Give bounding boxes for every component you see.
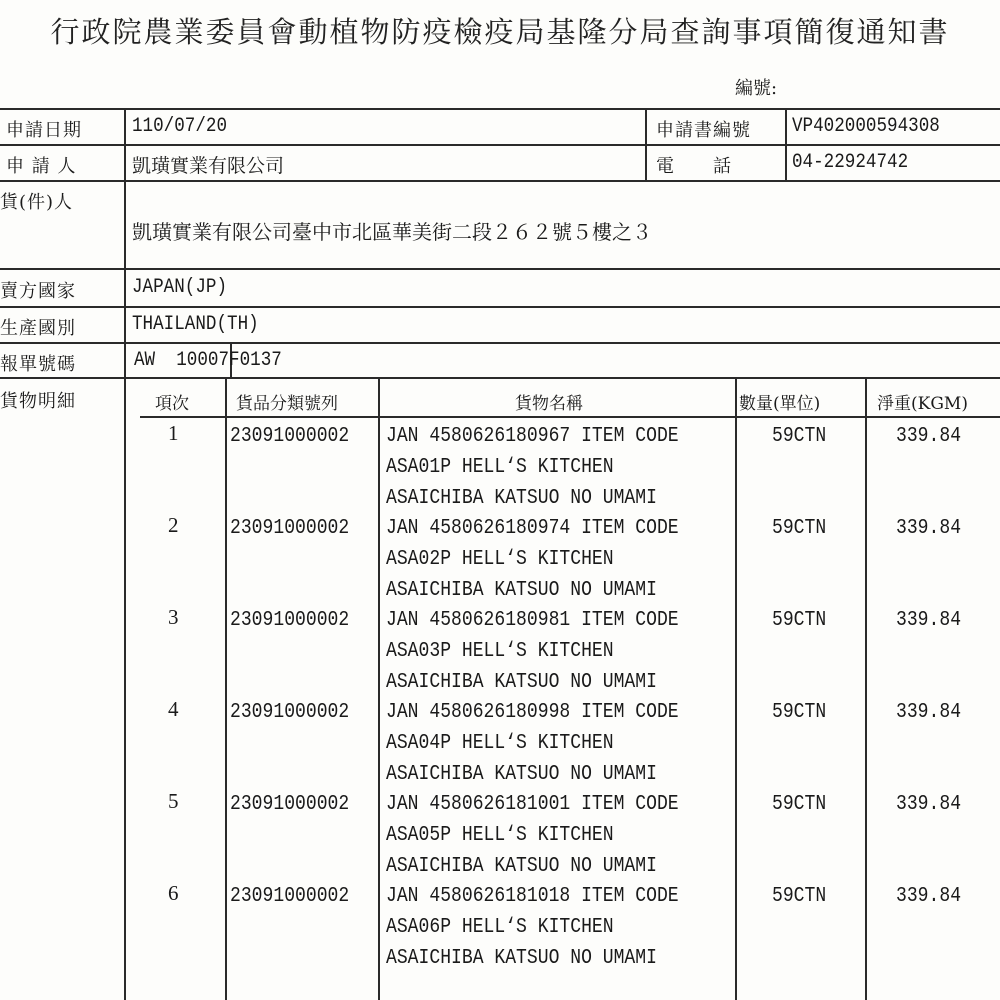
net-weight: 339.84	[896, 885, 962, 908]
goods-name-line: ASA04P HELL‘S KITCHEN	[386, 732, 614, 755]
serial-number-label: 編號:	[735, 78, 778, 99]
applicant-label: 申 請 人	[6, 156, 77, 177]
applicant-value: 凱璜實業有限公司	[132, 155, 285, 177]
goods-name-line: ASA01P HELL‘S KITCHEN	[386, 456, 614, 479]
quantity: 59CTN	[772, 885, 827, 908]
goods-name-line: ASAICHIBA KATSUO NO UMAMI	[386, 579, 657, 602]
goods-name-line: ASA06P HELL‘S KITCHEN	[386, 916, 614, 939]
col-header-goods-name: 貨物名稱	[515, 394, 583, 414]
rule-line	[0, 144, 1000, 146]
col-header-hs-code: 貨品分類號列	[236, 394, 338, 414]
col-header-item-no: 項次	[155, 394, 189, 414]
quantity: 59CTN	[772, 701, 827, 724]
goods-name-line: ASAICHIBA KATSUO NO UMAMI	[386, 947, 657, 970]
col-header-quantity: 數量(單位)	[739, 394, 821, 414]
declaration-number-value: AW 10007F0137	[134, 349, 282, 372]
goods-name-line: JAN 4580626181018 ITEM CODE	[386, 885, 679, 908]
goods-name-line: ASAICHIBA KATSUO NO UMAMI	[386, 763, 657, 786]
hs-code: 23091000002	[230, 793, 350, 816]
declaration-number-label: 報單號碼	[0, 354, 76, 375]
item-no: 4	[168, 697, 179, 721]
hs-code: 23091000002	[230, 425, 350, 448]
goods-name-line: JAN 4580626180974 ITEM CODE	[386, 517, 679, 540]
table-row	[0, 605, 1000, 697]
rule-line	[0, 180, 1000, 182]
net-weight: 339.84	[896, 517, 962, 540]
document-title: 行政院農業委員會動植物防疫檢疫局基隆分局查詢事項簡復通知書	[50, 15, 950, 49]
item-no: 3	[168, 605, 179, 629]
quantity: 59CTN	[772, 609, 827, 632]
table-row	[0, 789, 1000, 881]
form-number-value: VP402000594308	[792, 115, 940, 138]
quantity: 59CTN	[772, 517, 827, 540]
item-no: 6	[168, 881, 179, 905]
quantity: 59CTN	[772, 793, 827, 816]
phone-label: 電 話	[656, 156, 732, 177]
seller-country-label: 賣方國家	[0, 281, 76, 302]
rule-line	[645, 108, 647, 180]
seller-country-value: JAPAN(JP)	[132, 276, 228, 299]
item-no: 5	[168, 789, 179, 813]
rule-line	[0, 108, 1000, 110]
hs-code: 23091000002	[230, 517, 350, 540]
table-row	[0, 513, 1000, 605]
net-weight: 339.84	[896, 425, 962, 448]
item-no: 1	[168, 421, 179, 445]
origin-country-value: THAILAND(TH)	[132, 313, 259, 336]
consignee-value: 凱璜實業有限公司臺中市北區華美街二段２６２號５樓之３	[132, 220, 652, 244]
rule-line	[785, 108, 787, 180]
hs-code: 23091000002	[230, 885, 350, 908]
goods-name-line: JAN 4580626180998 ITEM CODE	[386, 701, 679, 724]
goods-detail-label: 貨物明細	[0, 391, 76, 412]
apply-date-value: 110/07/20	[132, 115, 228, 138]
goods-name-line: ASAICHIBA KATSUO NO UMAMI	[386, 487, 657, 510]
goods-name-line: ASAICHIBA KATSUO NO UMAMI	[386, 671, 657, 694]
rule-line	[0, 377, 1000, 379]
net-weight: 339.84	[896, 793, 962, 816]
net-weight: 339.84	[896, 609, 962, 632]
net-weight: 339.84	[896, 701, 962, 724]
col-header-net-weight: 淨重(KGM)	[877, 394, 968, 414]
hs-code: 23091000002	[230, 609, 350, 632]
rule-line	[140, 416, 1000, 418]
form-number-label: 申請書編號	[656, 120, 751, 141]
goods-name-line: ASAICHIBA KATSUO NO UMAMI	[386, 855, 657, 878]
rule-line	[0, 306, 1000, 308]
consignee-label: 貨(件)人	[0, 192, 74, 213]
item-no: 2	[168, 513, 179, 537]
apply-date-label: 申請日期	[6, 120, 82, 141]
phone-value: 04-22924742	[792, 151, 909, 174]
goods-name-line: JAN 4580626181001 ITEM CODE	[386, 793, 679, 816]
table-row	[0, 697, 1000, 789]
rule-line	[0, 268, 1000, 270]
goods-name-line: ASA02P HELL‘S KITCHEN	[386, 548, 614, 571]
origin-country-label: 生產國別	[0, 318, 76, 339]
goods-name-line: ASA05P HELL‘S KITCHEN	[386, 824, 614, 847]
goods-name-line: JAN 4580626180981 ITEM CODE	[386, 609, 679, 632]
rule-line	[0, 342, 1000, 344]
quantity: 59CTN	[772, 425, 827, 448]
hs-code: 23091000002	[230, 701, 350, 724]
table-row	[0, 881, 1000, 973]
goods-name-line: JAN 4580626180967 ITEM CODE	[386, 425, 679, 448]
table-row	[0, 421, 1000, 513]
goods-name-line: ASA03P HELL‘S KITCHEN	[386, 640, 614, 663]
